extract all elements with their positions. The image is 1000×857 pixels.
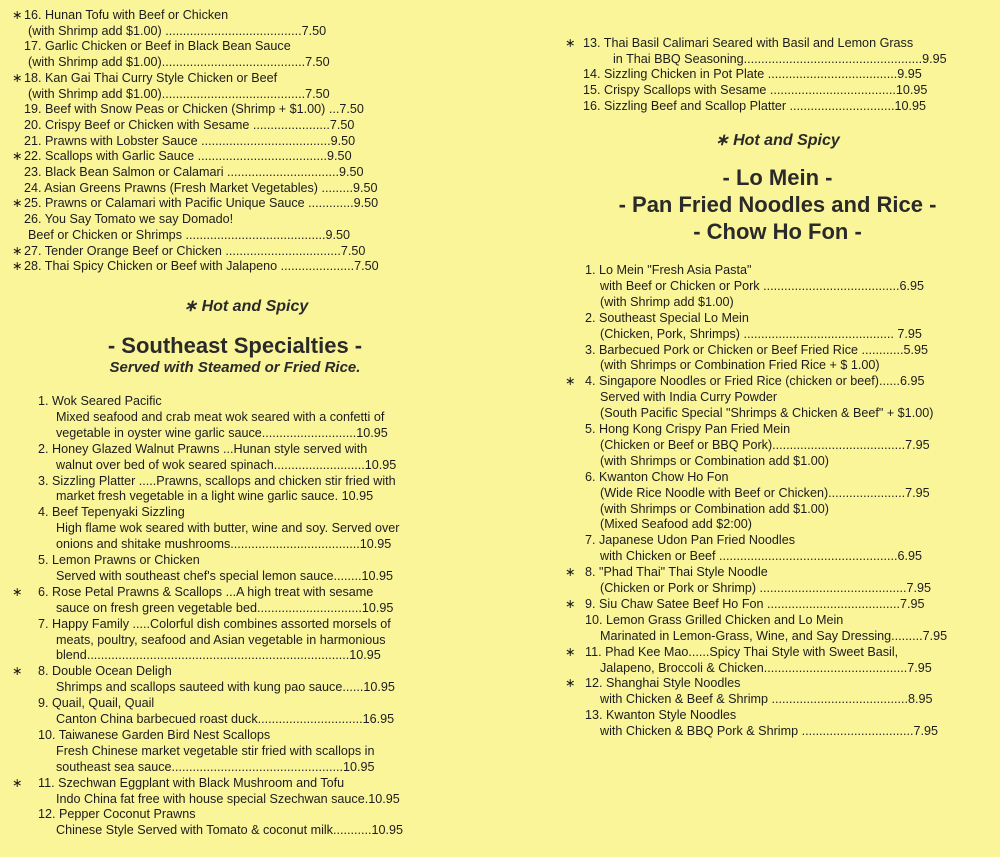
hot-and-spicy-legend-left: ∗ Hot and Spicy: [183, 298, 309, 315]
menu-line: 3. Sizzling Platter .....Prawns, scallops and chicken stir fried with: [38, 473, 396, 488]
menu-line: (South Pacific Special "Shrimps & Chicken & Beef" + $1.00): [600, 406, 934, 421]
menu-line: Jalapeno, Broccoli & Chicken.........................................7.95: [600, 660, 932, 675]
hot-and-spicy-star-icon: ∗: [565, 596, 576, 611]
menu-line: in Thai BBQ Seasoning...................................................9.95: [613, 51, 947, 66]
menu-line: (with Shrimps or Combination add $1.00): [600, 501, 829, 516]
hot-and-spicy-star-icon: ∗: [565, 374, 576, 389]
menu-line: 21. Prawns with Lobster Sauce .....................................9.50: [24, 133, 356, 148]
menu-line: High flame wok seared with butter, wine and soy. Served over: [56, 521, 400, 536]
menu-line: Marinated in Lemon-Grass, Wine, and Say Dressing.........7.95: [600, 628, 948, 643]
menu-line: 3. Barbecued Pork or Chicken or Beef Fried Rice ............5.95: [585, 342, 928, 357]
menu-line: Indo China fat free with house special Szechwan sauce.10.95: [56, 791, 400, 806]
hot-and-spicy-star-icon: ∗: [12, 196, 23, 211]
menu-line: 23. Black Bean Salmon or Calamari ................................9.50: [24, 165, 364, 179]
hot-and-spicy-star-icon: ∗: [565, 36, 576, 50]
lo-mein-title: - Lo Mein -: [722, 165, 833, 190]
menu-line: (with Shrimp add $1.00) .......................................7.50: [28, 23, 327, 38]
menu-line: 8. "Phad Thai" Thai Style Noodle: [585, 565, 768, 580]
menu-line: 14. Sizzling Chicken in Pot Plate .....................................9.95: [583, 67, 922, 82]
hot-and-spicy-star-icon: ∗: [12, 259, 23, 274]
menu-line: (with Shrimps or Combination add $1.00): [600, 453, 829, 468]
menu-line: 4. Beef Tepenyaki Sizzling: [38, 505, 185, 520]
menu-line: 6. Rose Petal Prawns & Scallops ...A high treat with sesame: [38, 584, 374, 599]
hot-and-spicy-star-icon: ∗: [12, 70, 23, 85]
menu-line: with Chicken or Beef ...................................................6.95: [600, 549, 922, 564]
hot-and-spicy-star-icon: ∗: [12, 664, 23, 679]
menu-line: 19. Beef with Snow Peas or Chicken (Shrimp + $1.00) ...7.50: [24, 102, 364, 117]
menu-line: vegetable in oyster wine garlic sauce...........................10.95: [56, 425, 388, 440]
menu-line: (Mixed Seafood add $2:00): [600, 517, 752, 532]
menu-line: 1. Lo Mein "Fresh Asia Pasta": [585, 263, 752, 277]
menu-line: 7. Japanese Udon Pan Fried Noodles: [585, 533, 796, 548]
menu-line: 18. Kan Gai Thai Curry Style Chicken or Beef: [24, 70, 278, 85]
menu-line: Chinese Style Served with Tomato & coconut milk...........10.95: [56, 823, 403, 838]
menu-line: sauce on fresh green vegetable bed..............................10.95: [56, 600, 394, 615]
menu-line: 5. Lemon Prawns or Chicken: [38, 553, 200, 567]
menu-line: 2. Southeast Special Lo Mein: [585, 310, 749, 325]
menu-line: walnut over bed of wok seared spinach..........................10.95: [56, 457, 397, 472]
hot-and-spicy-legend-right: ∗ Hot and Spicy: [715, 132, 840, 149]
menu-line: 2. Honey Glazed Walnut Prawns ...Hunan style served with: [38, 441, 368, 456]
hot-and-spicy-star-icon: ∗: [12, 243, 23, 258]
menu-line: 27. Tender Orange Beef or Chicken .................................7.50: [24, 243, 366, 258]
menu-line: 5. Hong Kong Crispy Pan Fried Mein: [585, 422, 791, 436]
menu-line: 20. Crispy Beef or Chicken with Sesame ......................7.50: [24, 117, 355, 132]
southeast-specialties-subtitle: Served with Steamed or Fried Rice.: [109, 359, 361, 376]
menu-line: 11. Phad Kee Mao......Spicy Thai Style with Sweet Basil,: [585, 644, 899, 659]
menu-line: 12. Pepper Coconut Prawns: [38, 807, 196, 822]
menu-line: (with Shrimp add $1.00): [600, 294, 734, 309]
menu-line: meats, poultry, seafood and Asian vegetable in harmonious: [56, 632, 386, 647]
menu-line: (with Shrimp add $1.00).........................................7.50: [28, 86, 330, 101]
menu-line: Canton China barbecued roast duck..............................16.95: [56, 712, 395, 726]
hot-and-spicy-star-icon: ∗: [12, 775, 23, 790]
menu-line: 9. Quail, Quail, Quail: [38, 696, 155, 711]
menu-line: (Chicken, Pork, Shrimps) ........................................... 7.95: [600, 326, 922, 341]
menu-line: 16. Sizzling Beef and Scallop Platter ..............................10.95: [583, 98, 927, 113]
menu-line: 17. Garlic Chicken or Beef in Black Bean Sauce: [24, 39, 291, 54]
menu-line: 28. Thai Spicy Chicken or Beef with Jalapeno .....................7.50: [24, 259, 379, 274]
menu-line: 13. Kwanton Style Noodles: [585, 708, 737, 723]
menu-line: Served with India Curry Powder: [600, 390, 778, 405]
menu-line: (Chicken or Beef or BBQ Pork)......................................7.95: [600, 437, 930, 452]
menu-line: onions and shitake mushrooms.....................................10.95: [56, 537, 392, 552]
hot-and-spicy-star-icon: ∗: [12, 8, 23, 22]
menu-line: blend...........................................................................10.95: [56, 648, 381, 663]
menu-line: 8. Double Ocean Deligh: [38, 664, 172, 679]
menu-line: (with Shrimps or Combination Fried Rice + $ 1.00): [600, 358, 880, 373]
menu-line: Fresh Chinese market vegetable stir fried with scallops in: [56, 743, 375, 758]
hot-and-spicy-star-icon: ∗: [12, 149, 23, 164]
hot-and-spicy-star-icon: ∗: [12, 584, 23, 599]
menu-line: Mixed seafood and crab meat wok seared with a confetti of: [56, 409, 385, 424]
star-icon: ∗: [183, 298, 202, 315]
menu-line: southeast sea sauce.................................................10.95: [56, 759, 375, 774]
menu-line: Shrimps and scallops sauteed with kung pao sauce......10.95: [56, 680, 395, 695]
hot-and-spicy-star-icon: ∗: [565, 565, 576, 580]
menu-line: market fresh vegetable in a light wine garlic sauce. 10.95: [56, 489, 374, 504]
menu-line: Served with southeast chef's special lemon sauce........10.95: [56, 568, 394, 583]
menu-line: 10. Lemon Grass Grilled Chicken and Lo Mein: [585, 612, 844, 627]
menu-line: 15. Crispy Scallops with Sesame ....................................10.95: [583, 83, 928, 98]
hot-and-spicy-star-icon: ∗: [565, 644, 576, 659]
menu-line: (Wide Rice Noodle with Beef or Chicken)......................7.95: [600, 485, 930, 500]
menu-line: 11. Szechwan Eggplant with Black Mushroom and Tofu: [38, 775, 345, 790]
menu-line: 7. Happy Family .....Colorful dish combines assorted morsels of: [38, 616, 391, 631]
menu-line: 24. Asian Greens Prawns (Fresh Market Vegetables) .........9.50: [24, 180, 378, 195]
menu-line: 13. Thai Basil Calimari Seared with Basil and Lemon Grass: [583, 36, 914, 50]
hot-and-spicy-star-icon: ∗: [565, 676, 576, 691]
menu-line: 10. Taiwanese Garden Bird Nest Scallops: [38, 727, 271, 742]
menu-line: (with Shrimp add $1.00).........................................7.50: [28, 55, 330, 70]
menu-line: 6. Kwanton Chow Ho Fon: [585, 469, 729, 484]
menu-line: 16. Hunan Tofu with Beef or Chicken: [24, 8, 229, 22]
star-icon: ∗: [715, 132, 734, 149]
menu-line: with Beef or Chicken or Pork .......................................6.95: [600, 278, 925, 293]
southeast-specialties-title: - Southeast Specialties -: [107, 333, 363, 358]
menu-line: 4. Singapore Noodles or Fried Rice (chicken or beef)......6.95: [585, 374, 925, 389]
menu-line: with Chicken & BBQ Pork & Shrimp ................................7.95: [600, 724, 939, 739]
menu-line: with Chicken & Beef & Shrimp .......................................8.95: [600, 692, 933, 707]
menu-line: 22. Scallops with Garlic Sauce .....................................9.50: [24, 149, 352, 164]
menu-line: Beef or Chicken or Shrimps ........................................9.50: [28, 227, 350, 242]
menu-line: 25. Prawns or Calamari with Pacific Unique Sauce .............9.50: [24, 196, 379, 211]
menu-line: 9. Siu Chaw Satee Beef Ho Fon ......................................7.95: [585, 596, 925, 611]
menu-line: 26. You Say Tomato we say Domado!: [24, 212, 234, 227]
menu-line: 1. Wok Seared Pacific: [38, 394, 162, 408]
menu-line: (Chicken or Pork or Shrimp) ..........................................7.95: [600, 581, 932, 595]
chow-ho-fon-title: - Chow Ho Fon -: [693, 219, 862, 244]
pan-fried-noodles-title: - Pan Fried Noodles and Rice -: [618, 192, 937, 217]
menu-line: 12. Shanghai Style Noodles: [585, 676, 741, 691]
